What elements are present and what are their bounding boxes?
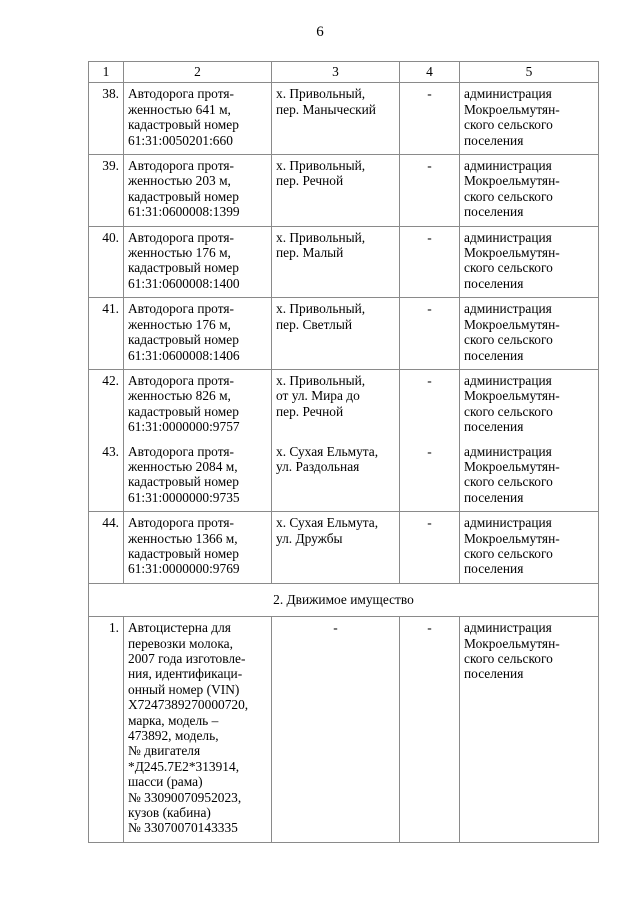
cell-line: Автодорога протя- [128,301,234,317]
column-4-cell: - [400,512,460,584]
cell-line: Мокроельмутян- [464,245,560,261]
cell-line: пер. Светлый [276,316,352,332]
cell-line: х. Привольный, [276,86,366,102]
cell-line: ского сельского [464,117,553,133]
cell-line: х. Привольный, [276,229,366,245]
cell-line: кадастровый номер [128,117,239,133]
cell-line: ского сельского [464,188,553,204]
cell-line: № двигателя [128,743,201,759]
column-4-cell: - [400,617,460,843]
cell-line: женностью 176 м, [128,316,231,332]
cell-line: поселения [464,666,524,682]
owner-cell [460,512,599,584]
column-4-cell: - [400,441,460,512]
cell-line: женностью 1366 м, [128,530,238,546]
cell-line: ния, идентификаци- [128,666,243,682]
cell-line: женностью 826 м, [128,388,231,404]
property-name-cell [124,226,272,298]
column-4-cell: - [400,298,460,370]
cell-line: женностью 203 м, [128,173,231,189]
owner-cell [460,155,599,227]
column-number-cell: 3 [272,62,400,83]
cell-line: 61:31:0600008:1406 [128,347,240,363]
column-4-cell: - [400,155,460,227]
table-row [89,441,599,512]
property-name-cell [124,298,272,370]
location-cell [272,83,400,155]
owner-cell [460,226,599,298]
cell-line: от ул. Мира до [276,388,360,404]
location-cell [272,512,400,584]
cell-line: Мокроельмутян- [464,173,560,189]
property-name-cell [124,441,272,512]
row-number-cell: 41. [89,298,124,370]
owner-cell [460,298,599,370]
table-row [89,298,599,370]
property-name-cell [124,83,272,155]
table-row [89,83,599,155]
cell-line: 2007 года изготовле- [128,651,246,666]
cell-line: Мокроельмутян- [464,458,560,474]
cell-line: поселения [464,204,524,220]
cell-line: ул. Раздольная [276,458,360,474]
cell-line: кадастровый номер [128,403,239,419]
row-number-cell: 44. [89,512,124,584]
cell-line: администрация [464,372,552,388]
section-row [89,583,599,616]
cell-line: 61:31:0600008:1400 [128,275,240,291]
cell-line: женностью 176 м, [128,245,231,261]
cell-line: Автодорога протя- [128,158,234,174]
cell-line: пер. Малый [276,245,344,261]
cell-line: Мокроельмутян- [464,101,560,117]
table-row [89,369,599,440]
cell-line: поселения [464,132,524,148]
cell-line: онный номер (VIN) [128,681,240,697]
cell-line: 61:31:0000000:9769 [128,561,240,577]
cell-line: Мокроельмутян- [464,316,560,332]
cell-line: Автоцистерна для [128,620,231,636]
property-registry-table [88,61,599,843]
owner-cell [460,83,599,155]
cell-line: Автодорога протя- [128,443,234,459]
cell-line: кадастровый номер [128,188,239,204]
cell-line: Автодорога протя- [128,372,234,388]
location-cell [272,226,400,298]
cell-line: поселения [464,489,524,505]
cell-line: поселения [464,275,524,291]
cell-line: перевозки молока, [128,635,233,651]
cell-line: *Д245.7Е2*313914, [128,758,240,774]
section-title: 2. Движимое имущество [89,583,599,616]
cell-line: Автодорога протя- [128,86,234,102]
cell-line: женностью 641 м, [128,101,231,117]
cell-line: администрация [464,229,552,245]
cell-line: кадастровый номер [128,545,239,561]
cell-line: Мокроельмутян- [464,635,560,651]
cell-line: пер. Речной [276,403,344,419]
cell-line: 61:31:0000000:9735 [128,489,240,505]
cell-line: кузов (кабина) [128,805,211,821]
row-number-cell: 40. [89,226,124,298]
cell-line: марка, модель – [128,712,219,728]
column-number-cell: 5 [460,62,599,83]
location-cell [272,441,400,512]
cell-line: администрация [464,301,552,317]
cell-line: ского сельского [464,260,553,276]
cell-line: х. Привольный, [276,158,366,174]
cell-line: Автодорога протя- [128,515,234,531]
table-row [89,617,599,843]
column-4-cell: - [400,83,460,155]
property-name-cell [124,617,272,843]
row-number-cell: 43. [89,441,124,512]
cell-line: ского сельского [464,651,553,666]
cell-line: - [333,620,338,636]
table-row [89,512,599,584]
row-number-cell: 38. [89,83,124,155]
cell-line: поселения [464,347,524,363]
location-cell [272,298,400,370]
cell-line: ского сельского [464,545,553,561]
cell-line: Автодорога протя- [128,229,234,245]
cell-line: шасси (рама) [128,774,203,790]
column-number-row [89,62,599,83]
owner-cell [460,369,599,440]
cell-line: 61:31:0000000:9757 [128,419,240,435]
column-number-cell: 4 [400,62,460,83]
property-name-cell [124,369,272,440]
cell-line: ул. Дружбы [276,530,343,546]
cell-line: 61:31:0050201:660 [128,132,233,148]
table-row [89,155,599,227]
cell-line: 473892, модель, [128,728,219,744]
row-number-cell: 39. [89,155,124,227]
column-number-cell: 2 [124,62,272,83]
cell-line: администрация [464,86,552,102]
cell-line: № 33070070143335 [128,820,238,836]
column-4-cell: - [400,226,460,298]
cell-line: ского сельского [464,332,553,348]
column-4-cell: - [400,369,460,440]
cell-line: администрация [464,443,552,459]
page-number: 6 [316,24,324,40]
cell-line: Мокроельмутян- [464,388,560,404]
cell-line: 61:31:0600008:1399 [128,204,240,220]
column-number-cell: 1 [89,62,124,83]
owner-cell [460,617,599,843]
cell-line: кадастровый номер [128,332,239,348]
cell-line: ского сельского [464,474,553,490]
cell-line: администрация [464,620,552,636]
table-row [89,226,599,298]
cell-line: администрация [464,515,552,531]
property-name-cell [124,512,272,584]
location-cell [272,369,400,440]
cell-line: пер. Манычеcкий [276,101,376,117]
cell-line: кадастровый номер [128,260,239,276]
cell-line: X7247389270000720, [128,697,249,713]
cell-line: пер. Речной [276,173,344,189]
cell-line: женностью 2084 м, [128,458,238,474]
property-name-cell [124,155,272,227]
cell-line: х. Сухая Ельмута, [276,515,379,531]
cell-line: ского сельского [464,403,553,419]
cell-line: кадастровый номер [128,474,239,490]
row-number-cell: 1. [89,617,124,843]
cell-line: х. Привольный, [276,301,366,317]
location-cell [272,617,400,843]
cell-line: поселения [464,419,524,435]
owner-cell [460,441,599,512]
cell-line: х. Привольный, [276,372,366,388]
cell-line: № 33090070952023, [128,789,242,805]
cell-line: х. Сухая Ельмута, [276,443,379,459]
location-cell [272,155,400,227]
row-number-cell: 42. [89,369,124,440]
cell-line: Мокроельмутян- [464,530,560,546]
cell-line: администрация [464,158,552,174]
cell-line: поселения [464,561,524,577]
